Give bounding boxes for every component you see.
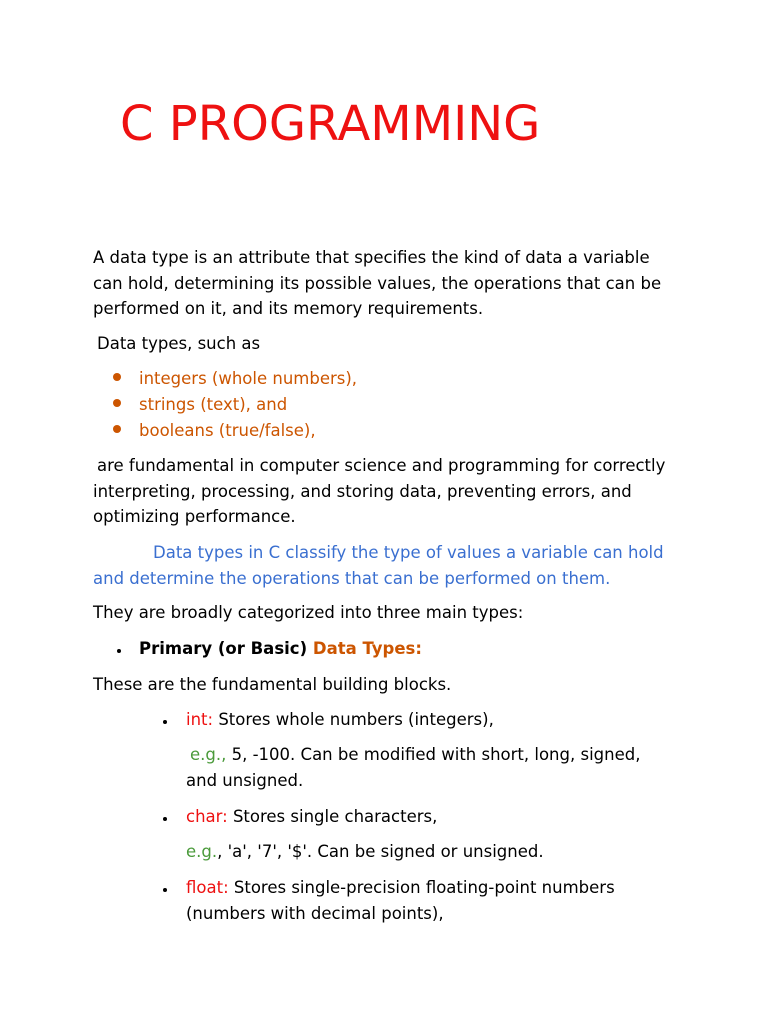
list-item [113,418,357,444]
example-booleans: booleans (true/false), [139,421,316,440]
int-example [186,742,640,794]
float-item [186,875,615,927]
char-item [186,804,437,830]
bullet-icon [163,817,167,821]
c-types-paragraph [93,540,693,591]
float-line-1 [186,875,615,901]
fundamental-line-3: optimizing performance. [93,507,296,526]
categorized-text: They are broadly categorized into three main types: [93,603,524,622]
bullet-icon [113,399,121,407]
bullet-icon [163,888,167,892]
intro-line-2: can hold, determining its possible values, the operations that can be [93,273,662,293]
primary-heading [139,636,422,662]
list-item [113,392,357,418]
int-example-text: 5, -100. Can be modified with short, long, signed, [226,745,641,764]
intro-line-1: A data type is an attribute that specifies the kind of data a variable [93,248,650,267]
char-desc: Stores single characters, [227,807,438,826]
int-example-line-2: and unsigned. [186,771,304,790]
bullet-icon [117,649,121,653]
float-line-2: (numbers with decimal points), [186,904,444,923]
such-as-text: Data types, such as [97,334,261,353]
bullet-icon [163,720,167,724]
int-example-line-1 [186,742,640,768]
int-name: int: [186,710,214,729]
intro-paragraph [93,245,693,322]
fundamental-line-2: interpreting, processing, and storing data, preventing errors, and [93,481,632,501]
int-eg-label: e.g., [190,745,227,764]
float-name: float: [186,878,229,897]
fundamental-line-1: are fundamental in computer science and programming for correctly [97,456,666,475]
primary-data-types-label: Data Types: [312,639,422,658]
examples-list [113,366,357,444]
intro-line-3: performed on it, and its memory requirements. [93,299,484,318]
int-item [186,707,494,733]
int-desc: Stores whole numbers (integers), [213,710,494,729]
char-example-text: , 'a', '7', '$'. Can be signed or unsigned. [217,842,544,861]
c-types-line-1: Data types in C classify the type of values a variable can hold [153,543,664,562]
example-strings: strings (text), and [139,395,288,414]
c-types-line-2: and determine the operations that can be performed on them. [93,568,611,588]
char-name: char: [186,807,228,826]
example-integers: integers (whole numbers), [139,369,358,388]
char-eg-label: e.g. [186,842,218,861]
bullet-icon [113,425,121,433]
fundamental-paragraph [93,453,693,530]
primary-bold-label: Primary (or Basic) [139,639,313,658]
char-example [186,839,544,865]
bullet-icon [113,373,121,381]
float-desc: Stores single-precision floating-point numbers [228,878,615,897]
page-title: C PROGRAMMING [120,96,541,152]
list-item [113,366,357,392]
building-blocks-text: These are the fundamental building blocks. [93,675,452,694]
